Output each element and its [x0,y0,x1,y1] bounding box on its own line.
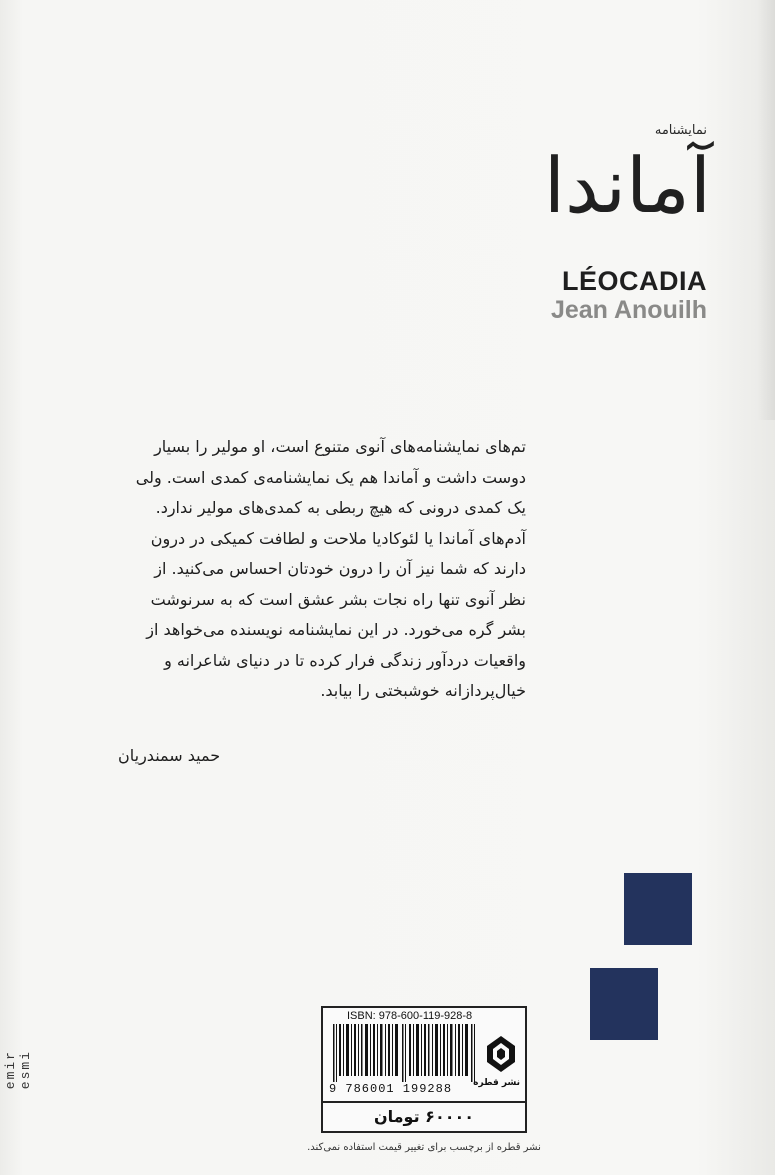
genre-label: نمایشنامه [654,123,707,138]
persian-title: آماندا [543,141,711,230]
barcode-digits: 9 786001 199288 [329,1082,453,1096]
blurb-line: دوست داشت و آماندا هم یک نمایشنامه‌ی کمدی است. ولی [135,467,526,487]
blurb-line: یک کمدی درونی که هیچ ربطی به کمدی‌های مولیر ندارد. [155,498,526,517]
barcode-bars [331,1024,481,1082]
blurb-line: خیال‌پردازانه خوشبختی را بیابد. [320,681,526,700]
publisher-logo-icon [483,1034,519,1074]
spine-edge-text [4,1050,34,1160]
cover-edge-shadow [757,0,775,420]
blurb-line: آدم‌های آماندا یا لئوکادیا ملاحت و لطافت کمیکی در درون [150,528,526,548]
author-name: Jean Anouilh [550,296,707,324]
price-note: نشر قطره از برچسب برای تغییر قیمت استفاده نمی‌کند. [307,1142,541,1153]
decorative-square-bottom [590,968,658,1040]
blurb-text [118,432,526,707]
latin-title: LÉOCADIA [562,266,707,296]
publisher-name: نشر قطره [473,1078,520,1088]
spine-text-col: emir [3,1050,18,1090]
blurb-signature: حمید سمندریان [118,746,221,765]
blurb-line: تم‌های نمایشنامه‌های آنوی متنوع است، او مولیر را بسیار [154,437,526,456]
isbn-label: ISBN: 978-600-119-928-8 [347,1010,473,1022]
price-label: ۶۰۰۰۰ تومان [321,1103,527,1133]
spine-text-col: esmi [18,1050,33,1090]
blurb-line: دارند که شما نیز آن را درون خودتان احساس می‌کنید. از [154,559,526,578]
decorative-square-top [624,873,692,945]
barcode-panel [321,1006,527,1103]
blurb-line: بشر گره می‌خورد. در این نمایشنامه نویسنده می‌خواهد از [146,620,526,639]
blurb-line: واقعیات دردآور زندگی فرار کرده تا در دنیای شاعرانه و [164,650,526,670]
blurb-line: نظر آنوی تنها راه نجات بشر عشق است که به سرنوشت [150,589,526,609]
